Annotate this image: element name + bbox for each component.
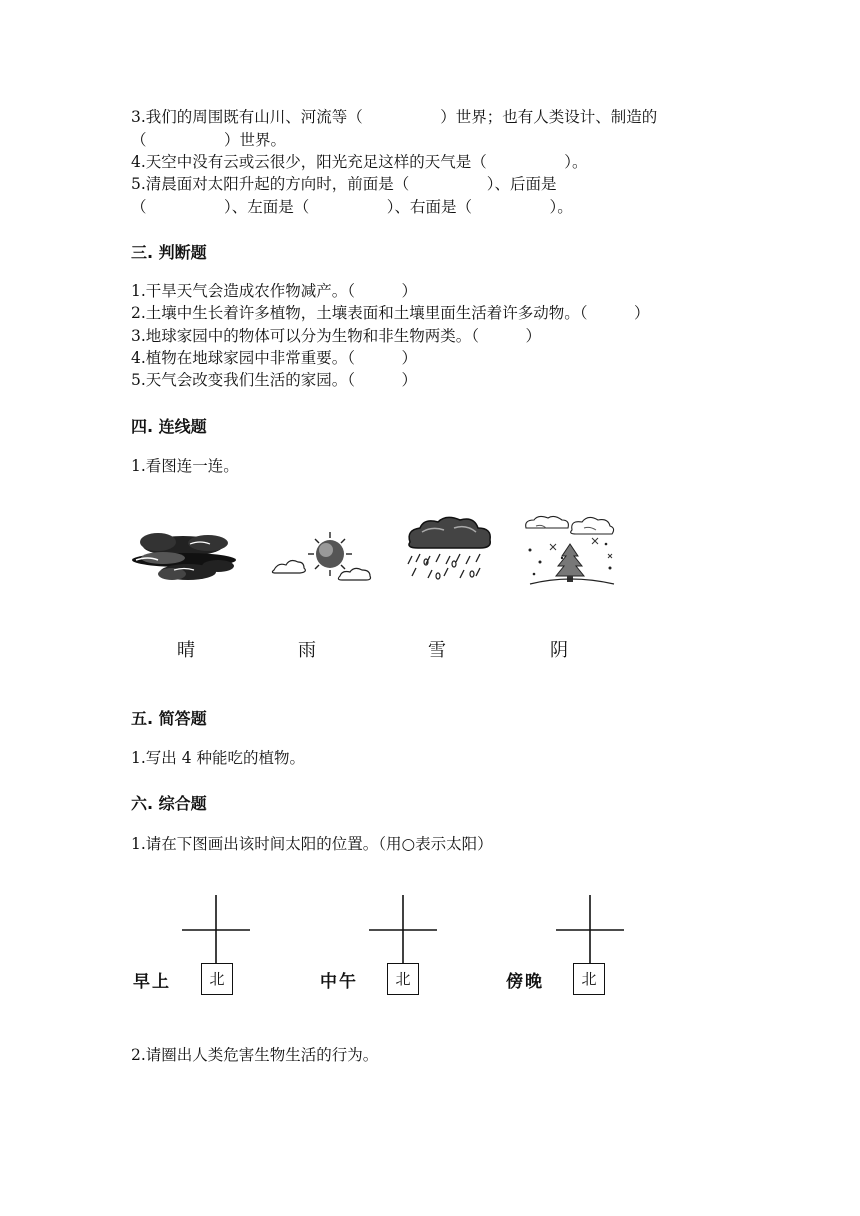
question-4: 4.天空中没有云或云很少，阳光充足这样的天气是（ ）。 xyxy=(131,153,588,171)
cross-lines-noon xyxy=(367,895,439,965)
question-5-line-1: 5.清晨面对太阳升起的方向时，前面是（ ）、后面是 xyxy=(131,175,557,193)
sunny-icon xyxy=(270,532,374,584)
time-label-evening: 傍晚 xyxy=(506,972,544,992)
north-box-evening: 北 xyxy=(573,963,605,995)
north-box-noon: 北 xyxy=(387,963,419,995)
section-heading-short-answer: 五. 简答题 xyxy=(131,709,207,728)
question-3-line-2: （ ）世界。 xyxy=(131,131,287,149)
question-5-line-2: （ ）、左面是（ ）、右面是（ ）。 xyxy=(131,198,573,216)
cross-lines-evening xyxy=(554,895,626,965)
overcast-clouds-icon xyxy=(128,530,240,582)
weather-label-rain: 雨 xyxy=(298,640,316,661)
judge-item-2: 2.土壤中生长着许多植物，土壤表面和土壤里面生活着许多动物。（ ） xyxy=(131,304,650,322)
judge-item-5: 5.天气会改变我们生活的家园。（ ） xyxy=(131,371,418,389)
section-heading-judge: 三. 判断题 xyxy=(131,243,207,262)
judge-item-4: 4.植物在地球家园中非常重要。（ ） xyxy=(131,349,418,367)
snow-icon xyxy=(522,514,618,586)
judge-item-3: 3.地球家园中的物体可以分为生物和非生物两类。（ ） xyxy=(131,327,542,345)
rain-icon xyxy=(404,514,496,582)
match-question-1: 1.看图连一连。 xyxy=(131,457,239,475)
weather-label-cloudy: 阴 xyxy=(550,640,568,661)
section-heading-comprehensive: 六. 综合题 xyxy=(131,794,207,813)
time-label-noon: 中午 xyxy=(320,972,358,992)
question-3-line-1: 3.我们的周围既有山川、河流等（ ）世界；也有人类设计、制造的 xyxy=(131,108,658,126)
short-answer-question-1: 1.写出 4 种能吃的植物。 xyxy=(131,749,306,767)
cross-lines-morning xyxy=(180,895,252,965)
comprehensive-question-1: 1.请在下图画出该时间太阳的位置。（用○表示太阳） xyxy=(131,835,493,853)
judge-item-1: 1.干旱天气会造成农作物减产。（ ） xyxy=(131,282,418,300)
weather-label-sunny: 晴 xyxy=(177,640,195,661)
north-box-morning: 北 xyxy=(201,963,233,995)
weather-label-snow: 雪 xyxy=(428,640,446,661)
comprehensive-question-2: 2.请圈出人类危害生物生活的行为。 xyxy=(131,1046,379,1064)
time-label-morning: 早上 xyxy=(133,972,171,992)
section-heading-match: 四. 连线题 xyxy=(131,417,207,436)
